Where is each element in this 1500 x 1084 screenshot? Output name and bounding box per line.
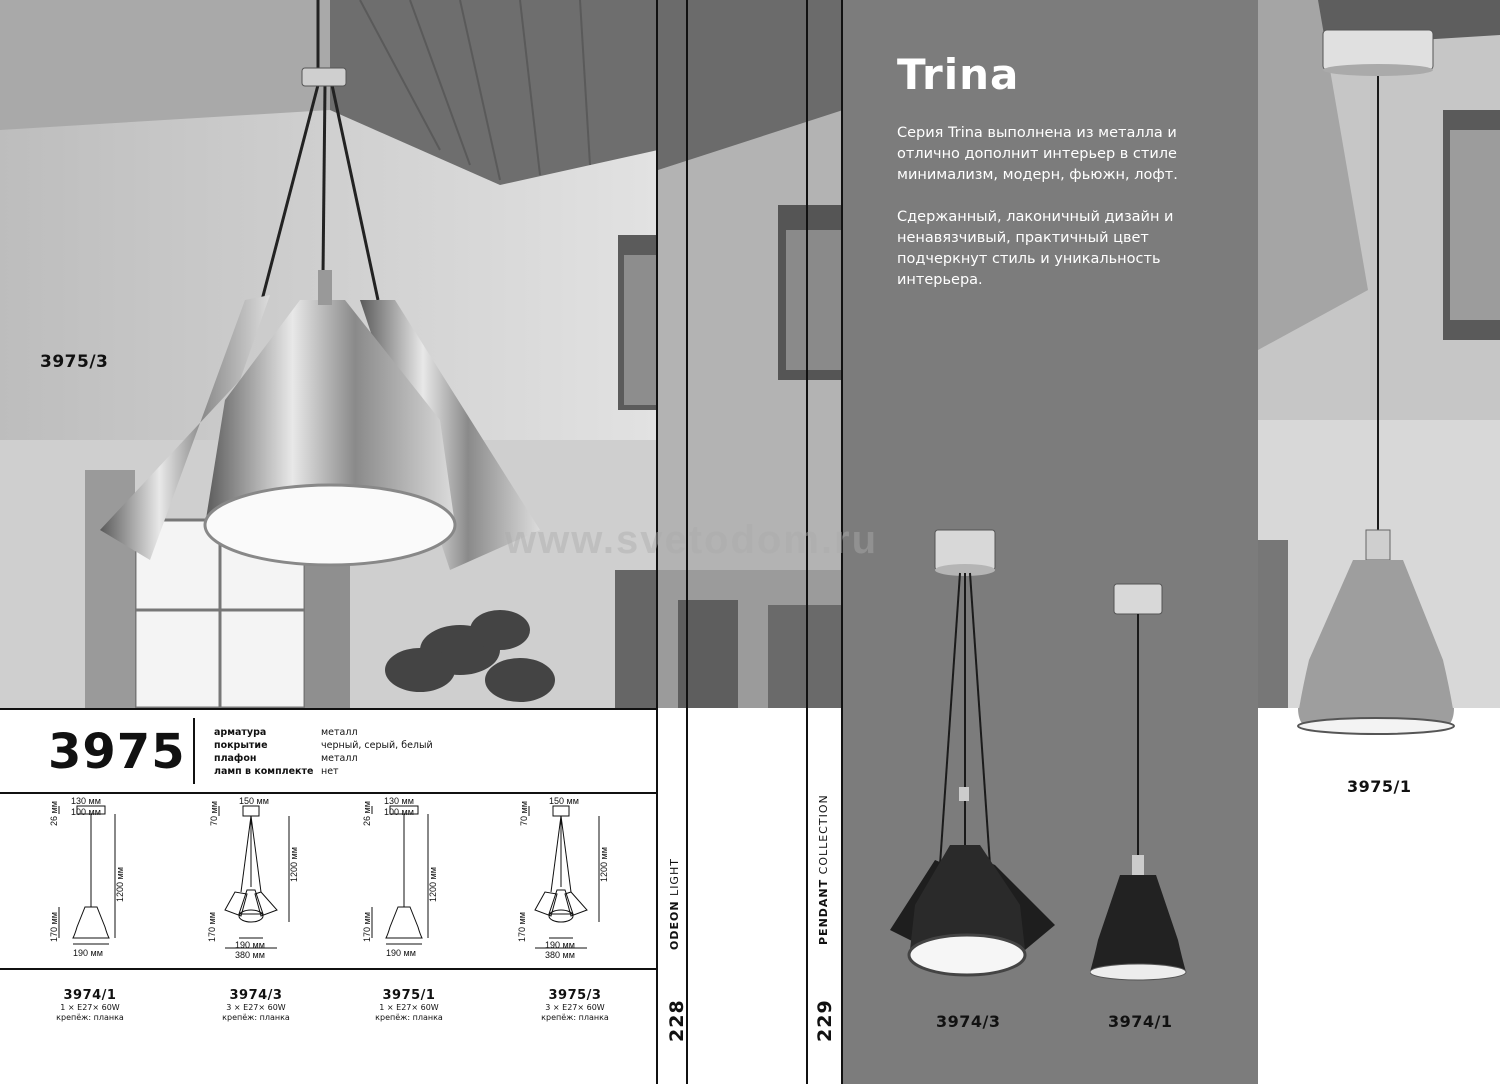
brand-bold: ODEON [668, 900, 681, 950]
dim-canopy-h: 26 мм [362, 801, 372, 826]
variant-lamps: 3 × E27× 60W [545, 1003, 605, 1012]
series-title: Trina [897, 50, 1020, 99]
dim-canopy-h: 26 мм [49, 801, 59, 826]
variant-lamps: 1 × E27× 60W [379, 1003, 439, 1012]
product-caption: 3974/1 [1108, 1012, 1173, 1031]
variant-caption [186, 988, 326, 1023]
spec-key: плафон [214, 753, 257, 764]
dim-height: 1200 мм [428, 867, 438, 902]
collection-bold: PENDANT [817, 878, 830, 945]
right-page-number: 229 [814, 999, 836, 1042]
dimension-drawings [0, 792, 658, 968]
variant-model: 3974/3 [229, 988, 283, 1003]
spec-key: ламп в комплекте [214, 766, 314, 777]
spec-key: арматура [214, 727, 267, 738]
dimension-drawing [358, 792, 488, 968]
collection-light: COLLECTION [817, 794, 830, 875]
dim-top-a: 150 мм [549, 796, 579, 806]
description-paragraph: Сдержанный, лаконичный дизайн и ненавязчивый, практичный цвет подчеркнут стиль и уникальность интерьера. [897, 209, 1174, 288]
variant-lamps: 1 × E27× 60W [60, 1003, 120, 1012]
photo-model-label: 3975/3 [40, 352, 109, 372]
spec-value: металл [321, 753, 358, 764]
brand-light: LIGHT [668, 858, 681, 896]
variant-mount: крепёж: планка [541, 1013, 609, 1022]
spec-value: металл [321, 727, 358, 738]
spec-divider [193, 718, 195, 784]
brand-label [668, 858, 681, 950]
dim-top-a: 130 мм [384, 796, 414, 806]
dim-shade-h: 170 мм [517, 912, 527, 942]
dim-width-a: 190 мм [386, 948, 416, 958]
collection-label [817, 794, 830, 945]
description-paragraph: Серия Trina выполнена из металла и отлично дополнит интерьер в стиле минимализм, модерн, фьюжн, лофт. [897, 125, 1178, 183]
variant-captions [0, 968, 658, 1080]
spec-value: черный, серый, белый [321, 740, 433, 751]
right-page-paper [1258, 708, 1500, 1084]
watermark: www.svetodom.ru [505, 518, 879, 562]
spec-key: покрытие [214, 740, 268, 751]
photo-model-label: 3975/1 [1347, 777, 1412, 796]
product-image-single [1090, 580, 1200, 985]
variant-lamps: 3 × E27× 60W [226, 1003, 286, 1012]
spec-value: нет [321, 766, 339, 777]
spec-block [0, 708, 658, 794]
variant-mount: крепёж: планка [56, 1013, 124, 1022]
product-image-triple [885, 525, 1065, 985]
dim-width-a: 190 мм [545, 940, 575, 950]
variant-caption [339, 988, 479, 1023]
variant-model: 3975/1 [382, 988, 436, 1003]
product-caption: 3974/3 [936, 1012, 1001, 1031]
dim-shade-h: 170 мм [207, 912, 217, 942]
dim-width-a: 190 мм [235, 940, 265, 950]
dim-canopy-h: 70 мм [209, 801, 219, 826]
variant-mount: крепёж: планка [222, 1013, 290, 1022]
variant-mount: крепёж: планка [375, 1013, 443, 1022]
dim-width-b: 380 мм [545, 950, 575, 960]
dimension-drawing [205, 792, 335, 968]
dimension-drawing [45, 792, 175, 968]
dim-width-a: 190 мм [73, 948, 103, 958]
dim-top-b: 100 мм [71, 807, 101, 817]
dim-height: 1200 мм [115, 867, 125, 902]
dim-top-a: 130 мм [71, 796, 101, 806]
dim-shade-h: 170 мм [362, 912, 372, 942]
dim-shade-h: 170 мм [49, 912, 59, 942]
dimension-drawing [515, 792, 645, 968]
left-page-number: 228 [666, 999, 688, 1042]
variant-caption [505, 988, 645, 1023]
dim-top-b: 100 мм [384, 807, 414, 817]
dim-width-b: 380 мм [235, 950, 265, 960]
right-photo [1258, 0, 1500, 708]
variant-model: 3975/3 [548, 988, 602, 1003]
dim-canopy-h: 70 мм [519, 801, 529, 826]
variant-model: 3974/1 [63, 988, 117, 1003]
variant-caption [20, 988, 160, 1023]
dim-height: 1200 мм [289, 847, 299, 882]
dim-height: 1200 мм [599, 847, 609, 882]
dim-top-a: 150 мм [239, 796, 269, 806]
series-number: 3975 [48, 724, 186, 780]
